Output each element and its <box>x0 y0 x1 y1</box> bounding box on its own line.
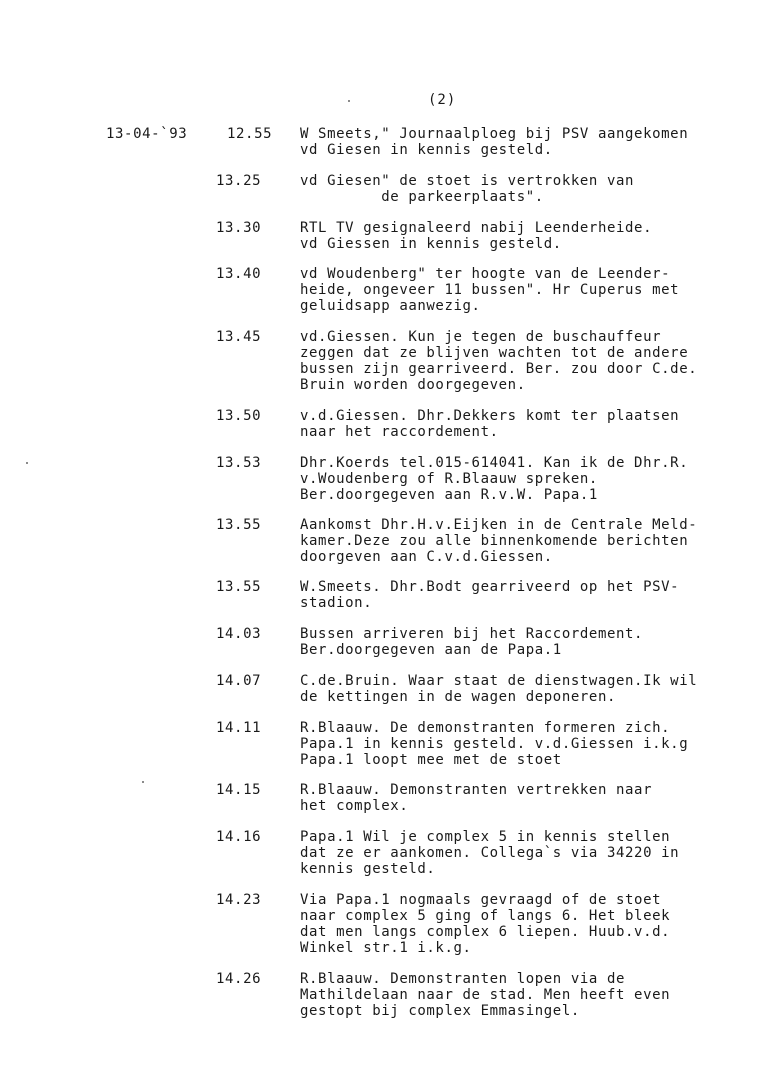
entry-time: 13.45 <box>216 329 262 345</box>
entry-time: 14.23 <box>216 892 262 908</box>
entry-text: C.de.Bruin. Waar staat de dienstwagen.Ik wil de kettingen in de wagen deponeren. <box>300 673 698 705</box>
entry-date: 13-04-`93 <box>106 126 188 142</box>
scan-speck <box>142 781 144 783</box>
entry-text: Papa.1 Wil je complex 5 in kennis stellen dat ze er aankomen. Collega`s via 34220 in kennis gesteld. <box>300 829 680 877</box>
entry-time: 14.11 <box>216 720 262 736</box>
entry-text: Via Papa.1 nogmaals gevraagd of de stoet naar complex 5 ging of langs 6. Het bleek dat men langs complex 6 liepen. Huub.v.d. Winkel str.1 i.k.g. <box>300 892 671 956</box>
page-number: (2) <box>428 92 457 108</box>
entry-time: 13.40 <box>216 266 262 282</box>
scan-speck <box>348 100 350 102</box>
entry-time: 12.55 <box>227 126 273 142</box>
entry-time: 13.53 <box>216 455 262 471</box>
entry-text: Bussen arriveren bij het Raccordement. Ber.doorgegeven aan de Papa.1 <box>300 626 644 658</box>
entry-text: RTL TV gesignaleerd nabij Leenderheide. vd Giessen in kennis gesteld. <box>300 220 653 252</box>
entry-text: vd Giesen" de stoet is vertrokken van de parkeerplaats". <box>300 173 635 205</box>
entry-time: 14.16 <box>216 829 262 845</box>
entry-time: 14.26 <box>216 971 262 987</box>
entry-text: vd.Giessen. Kun je tegen de buschauffeur zeggen dat ze blijven wachten tot de andere bussen zijn gearriveerd. Ber. zou door C.de. Bruin worden doorgegeven. <box>300 329 698 393</box>
entry-text: R.Blaauw. Demonstranten lopen via de Mathildelaan naar de stad. Men heeft even gestopt bij complex Emmasingel. <box>300 971 671 1019</box>
entry-text: v.d.Giessen. Dhr.Dekkers komt ter plaatsen naar het raccordement. <box>300 408 680 440</box>
scan-speck <box>26 462 28 464</box>
entry-time: 13.55 <box>216 517 262 533</box>
entry-time: 14.03 <box>216 626 262 642</box>
entry-time: 13.50 <box>216 408 262 424</box>
entry-time: 13.55 <box>216 579 262 595</box>
entry-time: 14.15 <box>216 782 262 798</box>
entry-text: R.Blaauw. De demonstranten formeren zich. Papa.1 in kennis gesteld. v.d.Giessen i.k.g Papa.1 loopt mee met de stoet <box>300 720 689 768</box>
entry-time: 13.25 <box>216 173 262 189</box>
entry-text: W Smeets," Journaalploeg bij PSV aangekomen vd Giesen in kennis gesteld. <box>300 126 689 158</box>
entry-text: Dhr.Koerds tel.015-614041. Kan ik de Dhr.R. v.Woudenberg of R.Blaauw spreken. Ber.doorgegeven aan R.v.W. Papa.1 <box>300 455 689 503</box>
entry-time: 13.30 <box>216 220 262 236</box>
entry-text: Aankomst Dhr.H.v.Eijken in de Centrale Meld- kamer.Deze zou alle binnenkomende berichten doorgeven aan C.v.d.Giessen. <box>300 517 698 565</box>
entry-text: vd Woudenberg" ter hoogte van de Leender- heide, ongeveer 11 bussen". Hr Cuperus met geluidsapp aanwezig. <box>300 266 680 314</box>
entry-time: 14.07 <box>216 673 262 689</box>
entry-text: R.Blaauw. Demonstranten vertrekken naar het complex. <box>300 782 653 814</box>
entry-text: W.Smeets. Dhr.Bodt gearriveerd op het PSV- stadion. <box>300 579 680 611</box>
